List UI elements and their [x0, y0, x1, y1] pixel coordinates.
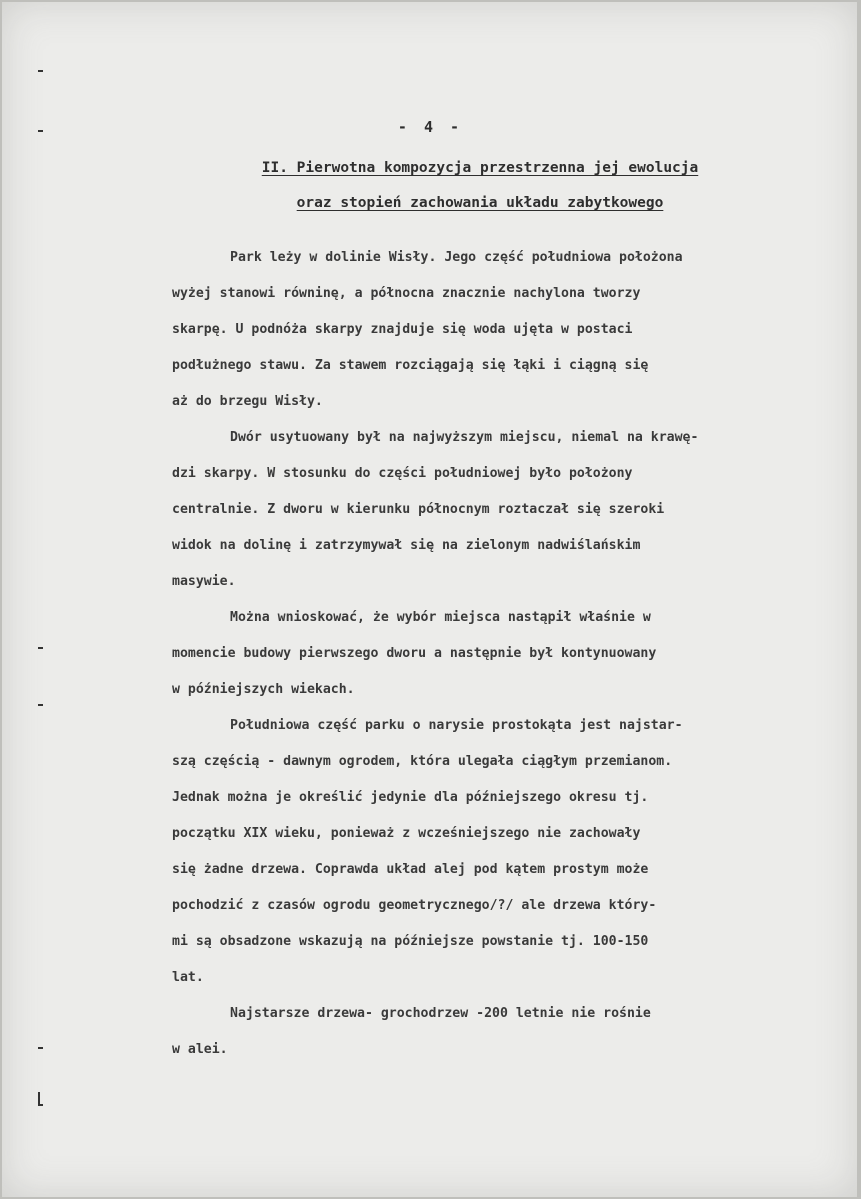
- text-line: Najstarsze drzewa- grochodrzew -200 letnie nie rośnie: [230, 1006, 651, 1021]
- section-heading-line-1: II. Pierwotna kompozycja przestrzenna jej ewolucja: [261, 160, 699, 176]
- text-line: w alei.: [172, 1042, 228, 1057]
- text-line: wyżej stanowi równinę, a północna znacznie nachylona tworzy: [172, 286, 641, 301]
- text-line: szą częścią - dawnym ogrodem, która ulegała ciągłym przemianom.: [172, 754, 673, 769]
- section-heading-line-2: oraz stopień zachowania układu zabytkowego: [296, 195, 664, 211]
- text-line: Południowa część parku o narysie prostokąta jest najstar-: [230, 718, 683, 733]
- text-line: centralnie. Z dworu w kierunku północnym roztaczał się szeroki: [172, 502, 665, 517]
- margin-mark: [38, 1104, 43, 1106]
- paragraph-5: [172, 996, 832, 1068]
- text-line: aż do brzegu Wisły.: [172, 394, 323, 409]
- text-line: w późniejszych wiekach.: [172, 682, 355, 697]
- margin-mark: [38, 1047, 43, 1049]
- text-line: Park leży w dolinie Wisły. Jego część południowa położona: [230, 250, 683, 265]
- body-text: [172, 240, 832, 1068]
- text-line: lat.: [172, 970, 204, 985]
- text-line: się żadne drzewa. Coprawda układ alej pod kątem prostym może: [172, 862, 649, 877]
- page-number: - 4 -: [397, 118, 464, 136]
- paragraph-1: [172, 240, 832, 420]
- text-line: początku XIX wieku, ponieważ z wcześniejszego nie zachowały: [172, 826, 641, 841]
- text-line: widok na dolinę i zatrzymywał się na zielonym nadwiślańskim: [172, 538, 641, 553]
- paragraph-4: [172, 708, 832, 996]
- text-line: momencie budowy pierwszego dworu a następnie był kontynuowany: [172, 646, 657, 661]
- margin-mark: [38, 70, 43, 72]
- margin-mark: [38, 647, 43, 649]
- text-line: Jednak można je określić jedynie dla późniejszego okresu tj.: [172, 790, 649, 805]
- margin-mark: [38, 704, 43, 706]
- text-line: dzi skarpy. W stosunku do części południowej było położony: [172, 466, 633, 481]
- paragraph-3: [172, 600, 832, 708]
- paragraph-2: [172, 420, 832, 600]
- text-line: mi są obsadzone wskazują na późniejsze powstanie tj. 100-150: [172, 934, 649, 949]
- text-line: skarpę. U podnóża skarpy znajduje się woda ujęta w postaci: [172, 322, 633, 337]
- text-line: podłużnego stawu. Za stawem rozciągają się łąki i ciągną się: [172, 358, 649, 373]
- text-line: Można wnioskować, że wybór miejsca nastąpił właśnie w: [230, 610, 651, 625]
- text-line: pochodzić z czasów ogrodu geometrycznego/?/ ale drzewa który-: [172, 898, 657, 913]
- text-line: masywie.: [172, 574, 236, 589]
- text-line: Dwór usytuowany był na najwyższym miejscu, niemal na krawę-: [230, 430, 699, 445]
- margin-mark: [38, 1092, 40, 1104]
